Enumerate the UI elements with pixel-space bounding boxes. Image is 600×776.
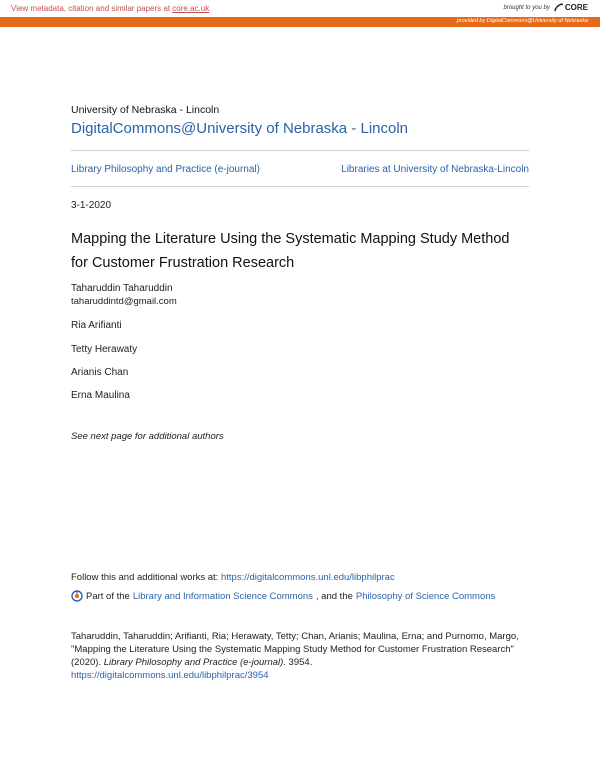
citation-journal: Library Philosophy and Practice (e-journal) <box>103 657 284 668</box>
publication-date: 3-1-2020 <box>71 200 112 211</box>
author-email: taharuddintd@gmail.com <box>71 296 177 307</box>
institution-name: University of Nebraska - Lincoln <box>71 104 220 116</box>
author-name: Taharuddin Taharuddin <box>71 283 173 294</box>
core-top-bar <box>0 0 600 17</box>
provided-by-text: provided by DigitalCommons@University of Nebraska <box>456 18 588 24</box>
part-of-line <box>71 590 495 602</box>
divider-top <box>71 150 529 151</box>
core-ac-uk-link[interactable]: core.ac.uk <box>172 4 210 13</box>
view-metadata-text <box>11 4 209 13</box>
follow-url-link[interactable]: https://digitalcommons.unl.edu/libphilprac <box>220 572 395 583</box>
author-name: Erna Maulina <box>71 390 130 401</box>
author-name: Arianis Chan <box>71 367 129 378</box>
see-next-page-note: See next page for additional authors <box>71 431 224 442</box>
author-name: Tetty Herawaty <box>71 344 138 355</box>
view-metadata-label: View metadata, citation and similar papers at <box>11 4 173 13</box>
follow-line <box>71 572 395 583</box>
commons-network-icon <box>71 590 83 602</box>
philosophy-science-commons-link[interactable]: Philosophy of Science Commons <box>355 590 496 602</box>
citation-title: "Mapping the Literature Using the Systematic Mapping Study Method for Customer Frustration Research" <box>71 644 514 655</box>
core-icon <box>554 3 563 12</box>
article-title: Mapping the Literature Using the Systematic Mapping Study Method for Customer Frustration Research <box>71 231 510 271</box>
repository-name[interactable]: DigitalCommons@University of Nebraska - Lincoln <box>71 120 409 137</box>
citation-number: . 3954. <box>283 657 313 668</box>
part-of-label: Part of the <box>86 590 130 602</box>
citation-source <box>71 656 541 669</box>
library-science-commons-link[interactable]: Library and Information Science Commons <box>132 590 313 602</box>
core-logo-text: CORE <box>564 3 588 12</box>
author-name: Ria Arifianti <box>71 320 122 331</box>
citation-url-link[interactable]: https://digitalcommons.unl.edu/libphilprac/3954 <box>71 670 269 681</box>
follow-label: Follow this and additional works at: <box>71 572 221 583</box>
brought-label: brought to you by <box>503 4 550 11</box>
divider-bottom <box>71 186 529 187</box>
libraries-link[interactable]: Libraries at University of Nebraska-Lincoln <box>341 164 529 175</box>
brought-by <box>504 3 589 12</box>
recommended-citation <box>71 630 541 682</box>
citation-year: (2020). <box>71 657 104 668</box>
citation-authors: Taharuddin, Taharuddin; Arifianti, Ria; Herawaty, Tetty; Chan, Arianis; Maulina, Erna; and Purnomo, Margo, <box>71 631 519 642</box>
core-logo[interactable] <box>554 3 588 12</box>
series-link[interactable]: Library Philosophy and Practice (e-journal) <box>71 164 260 175</box>
part-of-conjunction: , and the <box>315 590 353 602</box>
provided-by-bar <box>0 17 600 27</box>
